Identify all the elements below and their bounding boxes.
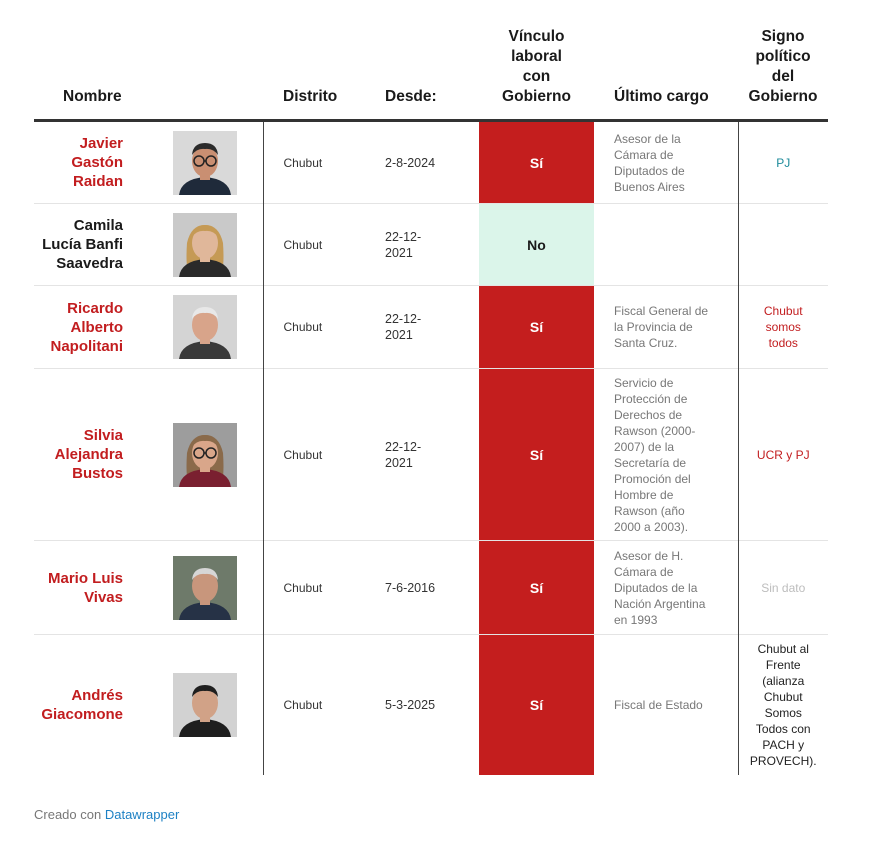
official-name-line: Andrés [71,686,123,704]
photo-cell [131,635,263,775]
distrito-cell: Chubut [283,237,323,252]
official-name-line: Saavedra [56,255,123,272]
signo-politico-line: Chubut [763,689,803,704]
official-name-line: Gastón [71,154,123,171]
official-name [34,541,131,635]
header-vinculo-line3: con [522,68,551,85]
avatar [173,213,237,277]
avatar [173,295,237,359]
official-name-line: Alejandra [54,446,123,463]
header-vinculo-line1: Vínculo [508,28,565,45]
official-name-line: Vivas [84,588,123,606]
signo-politico-cell [738,121,828,204]
ultimo-cargo-line: Fiscal de Estado [614,697,703,712]
header-nombre: Nombre [63,88,122,105]
signo-politico-line: somos [765,320,801,334]
desde-cell [353,121,479,204]
distrito-cell: Chubut [283,580,323,595]
ultimo-cargo-line: Santa Cruz. [614,336,678,350]
signo-politico-cell [738,369,828,541]
ultimo-cargo-line: Hombre de [614,487,674,502]
ultimo-cargo-line: en 1993 [614,612,658,627]
ultimo-cargo-line: Servicio de [614,375,674,390]
photo-cell [131,541,263,635]
ultimo-cargo-line: Secretaría de [614,455,687,470]
signo-politico-line: Sin dato [761,580,806,595]
official-name-line: Napolitani [50,337,123,355]
vinculo-badge: Sí [479,541,594,635]
ultimo-cargo-cell [594,541,738,635]
header-signo-line4: Gobierno [748,88,818,105]
official-name-line: Giacomone [41,705,123,723]
desde-line: 2021 [385,245,413,260]
signo-politico-line: Somos [764,705,802,720]
header-vinculo-line2: laboral [511,48,562,65]
ultimo-cargo-line: Nación Argentina [614,596,706,611]
signo-politico-cell [738,635,828,775]
datawrapper-link[interactable]: Datawrapper [104,807,180,822]
vinculo-badge: No [479,204,594,286]
official-name [34,204,131,286]
desde-cell [353,286,479,369]
ultimo-cargo-cell [594,635,738,775]
signo-politico-line: Chubut al [757,641,809,656]
avatar [173,131,237,195]
desde-cell [353,369,479,541]
signo-politico-line: Frente [765,657,801,672]
ultimo-cargo-line: Cámara de [614,564,674,579]
avatar [173,423,237,487]
desde-line: 22-12- [385,312,422,326]
ultimo-cargo-line: Buenos Aires [614,179,685,194]
signo-politico-line: PACH y [762,737,805,752]
header-desde: Desde: [385,88,437,105]
table-row [34,369,828,541]
photo-cell [131,204,263,286]
signo-politico-line: Chubut [763,304,803,318]
photo-cell [131,369,263,541]
table-header-row [34,27,828,121]
ultimo-cargo-line: Rawson (2000- [614,423,696,438]
signo-politico-cell [738,286,828,369]
table-row [34,541,828,635]
ultimo-cargo-cell [594,286,738,369]
official-name-line: Silvia [83,427,123,444]
ultimo-cargo-line: Derechos de [614,407,683,422]
signo-politico-cell [738,204,828,286]
desde-line: 2021 [385,455,413,470]
desde-line: 2021 [385,328,413,342]
official-name-line: Alberto [70,318,123,336]
ultimo-cargo-line: Diputados de [614,163,685,178]
ultimo-cargo-line: 2007) de la [614,439,675,454]
ultimo-cargo-line: 2000 a 2003). [614,519,689,534]
header-signo-line1: Signo [761,28,805,45]
ultimo-cargo-cell [594,121,738,204]
desde-line: 2-8-2024 [385,155,436,170]
distrito-cell: Chubut [283,320,323,334]
signo-politico-line: PROVECH). [749,753,817,768]
official-name [34,369,131,541]
table-row [34,635,828,775]
desde-cell [353,204,479,286]
ultimo-cargo-line: Cámara de [614,147,674,162]
official-name-line: Javier [79,135,123,152]
photo-cell [131,286,263,369]
official-name-line: Lucía Banfi [42,236,123,253]
official-name [34,121,131,204]
official-name-line: Bustos [72,465,123,482]
signo-politico-line: Todos con [755,721,811,736]
desde-line: 22-12- [385,229,422,244]
ultimo-cargo-line: Rawson (año [614,503,685,518]
official-name-line: Ricardo [67,299,123,317]
avatar [173,556,237,620]
official-name-line: Raidan [72,173,123,190]
signo-politico-line: todos [768,336,798,350]
vinculo-badge: Sí [479,286,594,369]
signo-politico-line: PJ [776,155,791,170]
distrito-cell: Chubut [283,447,323,462]
vinculo-badge: Sí [479,369,594,541]
table-row [34,204,828,286]
table-row [34,286,828,369]
ultimo-cargo-line: Asesor de la [614,131,681,146]
header-signo-line3: del [771,68,795,85]
official-name-line: Camila [73,217,123,234]
desde-line: 7-6-2016 [385,580,436,595]
header-distrito: Distrito [283,88,338,105]
ultimo-cargo-line: Protección de [614,391,688,406]
vinculo-badge: Sí [479,121,594,204]
ultimo-cargo-line: Promoción del [614,471,691,486]
officials-table [34,27,828,775]
header-vinculo-line4: Gobierno [502,88,571,105]
avatar [173,673,237,737]
header-vinculo [479,27,594,121]
header-signo [738,27,828,121]
footer-prefix: Creado con [34,807,102,822]
header-signo-line2: político [755,48,811,65]
official-name [34,286,131,369]
photo-cell [131,121,263,204]
signo-politico-line: UCR y PJ [756,447,810,462]
ultimo-cargo-line: Diputados de la [614,580,698,595]
vinculo-badge: Sí [479,635,594,775]
signo-politico-cell [738,541,828,635]
distrito-cell: Chubut [283,697,323,712]
ultimo-cargo-line: Asesor de H. [614,548,684,563]
official-name [34,635,131,775]
ultimo-cargo-line: la Provincia de [614,320,693,334]
ultimo-cargo-line: Fiscal General de [614,304,709,318]
desde-cell [353,541,479,635]
desde-cell [353,635,479,775]
desde-line: 22-12- [385,439,422,454]
official-name-line: Mario Luis [47,569,123,587]
header-photo [131,27,263,121]
distrito-cell: Chubut [283,155,323,170]
signo-politico-line: (alianza [762,673,805,688]
ultimo-cargo-cell [594,204,738,286]
table-row [34,121,828,204]
header-ultimo-cargo: Último cargo [614,88,709,105]
desde-line: 5-3-2025 [385,697,436,712]
footer-credit [34,807,179,822]
ultimo-cargo-cell [594,369,738,541]
